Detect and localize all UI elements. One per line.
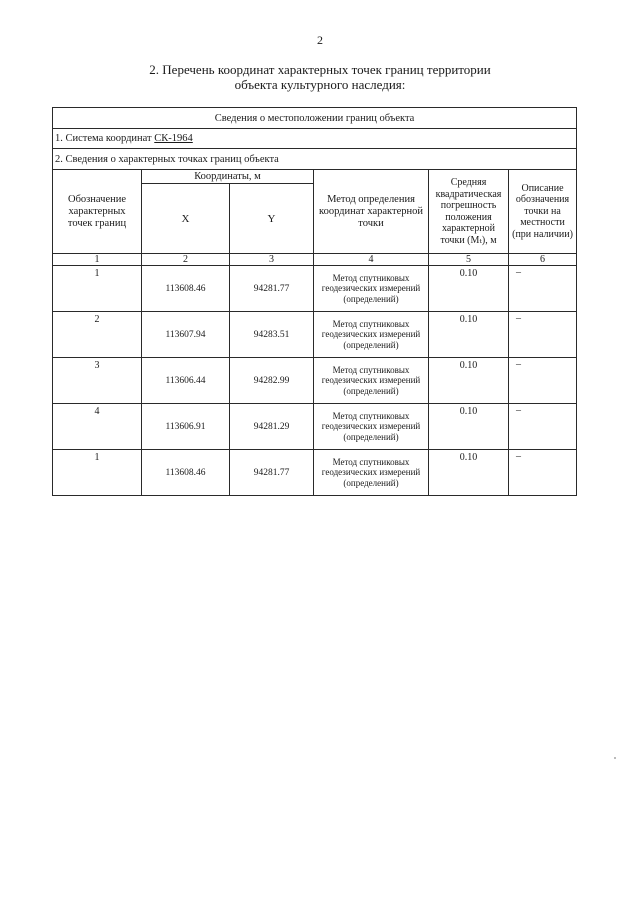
points-info-label: 2. Сведения о характерных точках границ объекта (53, 149, 577, 170)
method: Метод спутниковых геодезических измерений (определений) (314, 404, 429, 450)
column-index: 3 (230, 254, 314, 266)
table-row (53, 450, 577, 496)
page-number: 2 (317, 33, 323, 47)
header-y: Y (230, 184, 314, 254)
header-coordinates: Координаты, м (142, 170, 314, 184)
column-index: 2 (142, 254, 230, 266)
coord-x: 113608.46 (142, 266, 230, 312)
coord-y: 94283.51 (230, 312, 314, 358)
header-x: X (142, 184, 230, 254)
description: – (509, 266, 577, 312)
section-heading (100, 62, 540, 92)
coordinate-system-cell (53, 129, 577, 149)
coord-y: 94281.77 (230, 450, 314, 496)
coord-x: 113606.44 (142, 358, 230, 404)
method: Метод спутниковых геодезических измерений (определений) (314, 450, 429, 496)
description: – (509, 358, 577, 404)
point-id: 3 (53, 358, 142, 404)
table-row (53, 266, 577, 312)
method: Метод спутниковых геодезических измерений (определений) (314, 266, 429, 312)
table-row (53, 404, 577, 450)
point-id: 1 (53, 450, 142, 496)
section-heading-line-2: объекта культурного наследия: (234, 77, 406, 92)
point-id: 4 (53, 404, 142, 450)
column-index: 5 (429, 254, 509, 266)
coord-y: 94282.99 (230, 358, 314, 404)
method: Метод спутниковых геодезических измерений (определений) (314, 358, 429, 404)
column-index: 6 (509, 254, 577, 266)
section-heading-line-1: 2. Перечень координат характерных точек границ территории (149, 62, 491, 77)
error-value: 0.10 (429, 312, 509, 358)
column-index-row (53, 254, 577, 266)
table-title: Сведения о местоположении границ объекта (53, 108, 577, 129)
coordinate-system-value: СК-1964 (154, 133, 193, 144)
coord-x: 113608.46 (142, 450, 230, 496)
points-info-row (53, 149, 577, 170)
point-id: 2 (53, 312, 142, 358)
column-index: 1 (53, 254, 142, 266)
header-method: Метод определения координат характерной точки (314, 170, 429, 254)
error-value: 0.10 (429, 266, 509, 312)
point-id: 1 (53, 266, 142, 312)
coord-y: 94281.77 (230, 266, 314, 312)
method: Метод спутниковых геодезических измерений (определений) (314, 312, 429, 358)
header-point-designation: Обозначение характерных точек границ (53, 170, 142, 254)
table-row (53, 312, 577, 358)
table-title-row (53, 108, 577, 129)
header-point-description: Описание обозначения точки на местности (при наличии) (509, 170, 577, 254)
table-row (53, 358, 577, 404)
description: – (509, 450, 577, 496)
coordinates-table (52, 107, 577, 496)
coord-x: 113606.91 (142, 404, 230, 450)
header-row-1 (53, 170, 577, 184)
error-value: 0.10 (429, 358, 509, 404)
scan-speck (614, 757, 616, 759)
coord-y: 94281.29 (230, 404, 314, 450)
header-mean-square-error: Средняя квадратическая погрешность положения характерной точки (Mₜ), м (429, 170, 509, 254)
error-value: 0.10 (429, 404, 509, 450)
coordinate-system-label: 1. Система координат (55, 133, 155, 144)
description: – (509, 404, 577, 450)
column-index: 4 (314, 254, 429, 266)
error-value: 0.10 (429, 450, 509, 496)
description: – (509, 312, 577, 358)
coord-x: 113607.94 (142, 312, 230, 358)
coordinate-system-row (53, 129, 577, 149)
